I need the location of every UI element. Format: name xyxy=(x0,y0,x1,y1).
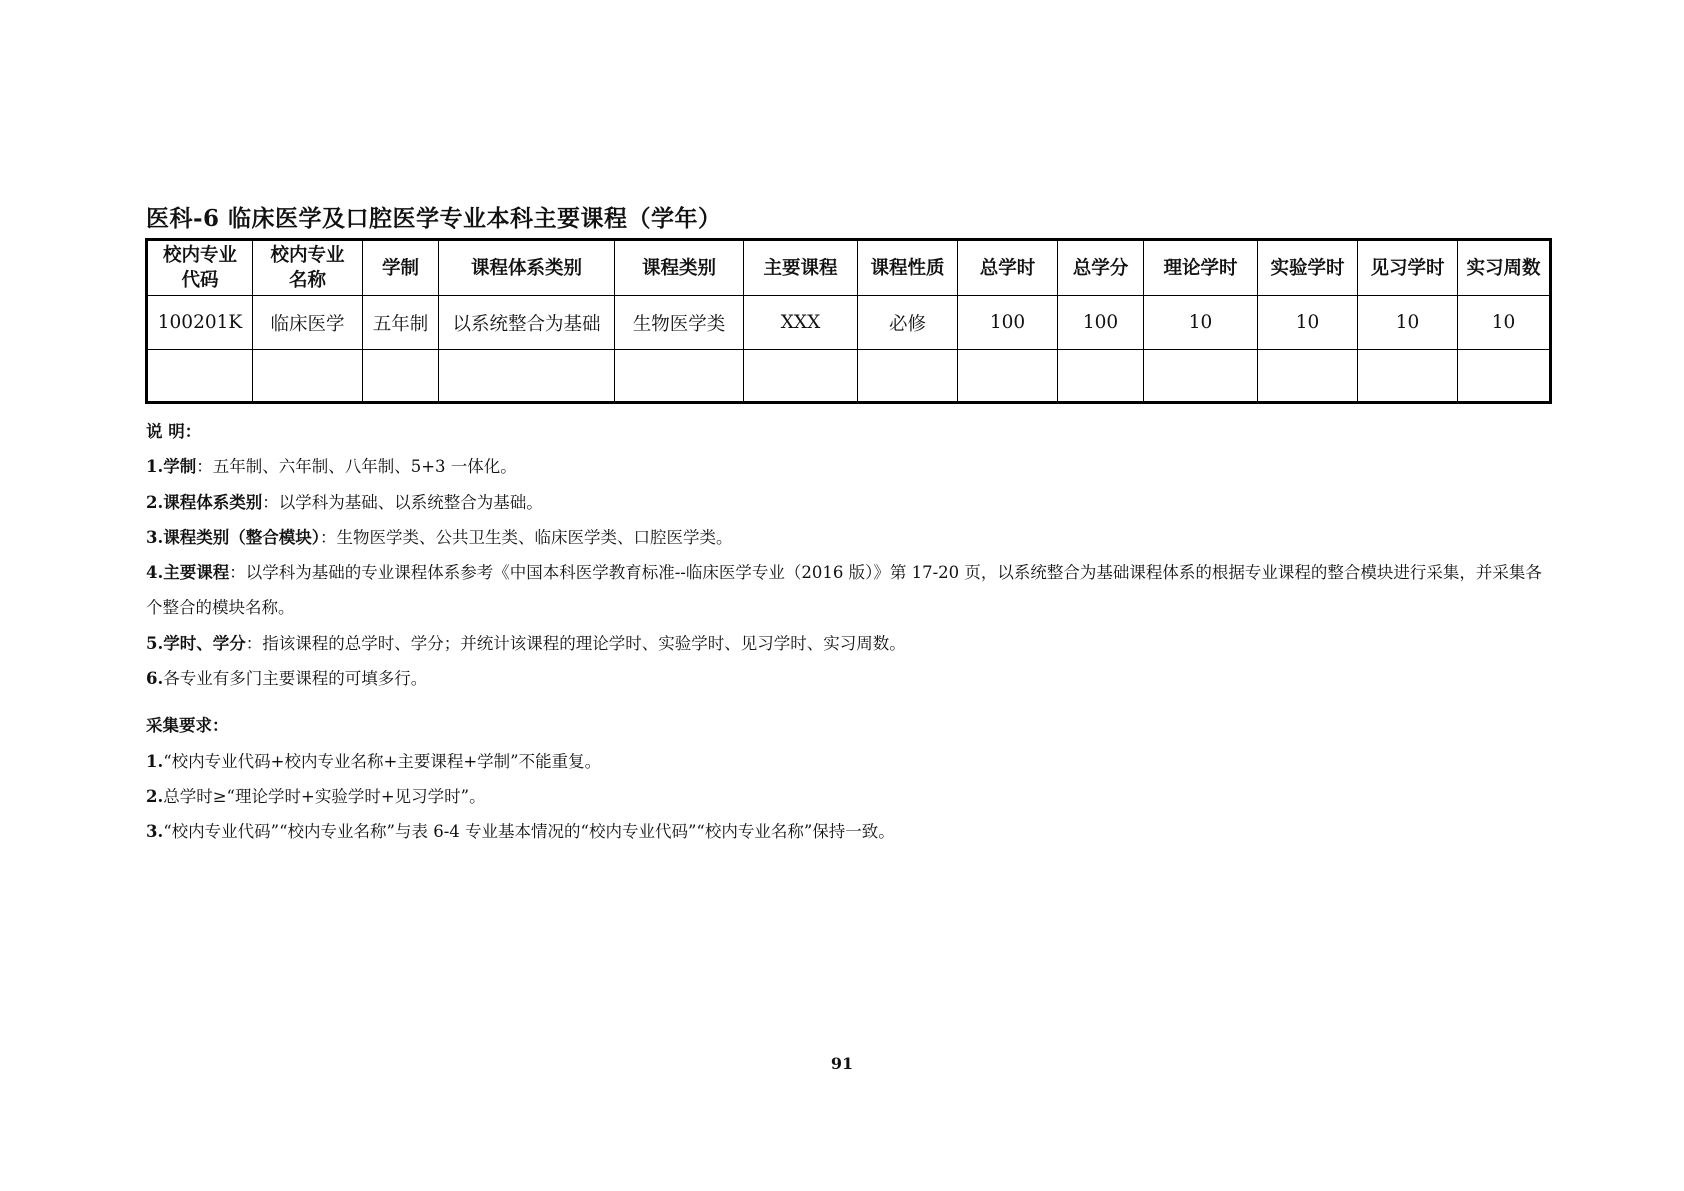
item-label: 1. xyxy=(146,751,164,771)
requirements-heading: 采集要求： xyxy=(146,716,229,736)
table-cell: 100 xyxy=(958,296,1058,350)
table-cell xyxy=(958,350,1058,403)
item-text: 各专业有多门主要课程的可填多行。 xyxy=(163,669,428,689)
item-text: “校内专业代码+校内专业名称+主要课程+学制”不能重复。 xyxy=(163,751,602,771)
column-header xyxy=(958,240,1058,296)
requirement-item xyxy=(146,744,1550,779)
notes-section xyxy=(146,414,1550,850)
table-cell xyxy=(1358,350,1458,403)
item-text: “校内专业代码”“校内专业名称”与表 6-4 专业基本情况的“校内专业代码”“校内专业名称”保持一致。 xyxy=(163,822,895,842)
item-text: ：生物医学类、公共卫生类、临床医学类、口腔医学类。 xyxy=(319,527,733,547)
table-cell xyxy=(1458,350,1551,403)
column-header-text: 课程性质 xyxy=(870,257,945,279)
table-cell xyxy=(858,350,958,403)
column-header xyxy=(253,240,363,296)
item-label: 1.学制 xyxy=(146,457,197,477)
column-header-text: 理论学时 xyxy=(1163,257,1238,279)
table-cell: 10 xyxy=(1458,296,1551,350)
table-cell: XXX xyxy=(744,296,858,350)
item-label: 2. xyxy=(146,786,164,806)
requirement-item xyxy=(146,814,1550,849)
item-text: ：以学科为基础、以系统整合为基础。 xyxy=(262,492,543,512)
column-header xyxy=(1358,240,1458,296)
table-cell xyxy=(147,350,253,403)
table-cell: 必修 xyxy=(858,296,958,350)
column-header-text: 总学分 xyxy=(1072,257,1129,279)
page-number: 91 xyxy=(830,1054,854,1073)
column-header-text: 学制 xyxy=(381,257,419,279)
table-cell xyxy=(744,350,858,403)
column-header-text: 名称 xyxy=(288,270,326,291)
column-header xyxy=(439,240,615,296)
note-item xyxy=(146,449,1550,484)
item-label: 6. xyxy=(146,669,164,689)
column-header-text: 课程类别 xyxy=(641,257,716,279)
item-label: 4.主要课程 xyxy=(146,563,230,583)
note-item xyxy=(146,555,1550,626)
column-header-text: 校内专业 xyxy=(162,245,237,266)
requirements-list xyxy=(146,744,1550,850)
column-header xyxy=(744,240,858,296)
column-header-text: 代码 xyxy=(181,270,219,291)
note-item xyxy=(146,661,1550,696)
item-label: 3.课程类别（整合模块） xyxy=(146,527,320,547)
table-cell: 10 xyxy=(1258,296,1358,350)
column-header xyxy=(363,240,439,296)
table-cell: 五年制 xyxy=(363,296,439,350)
item-label: 5.学时、学分 xyxy=(146,633,246,653)
requirement-item xyxy=(146,779,1550,814)
column-header-text: 课程体系类别 xyxy=(470,257,582,279)
table-cell: 10 xyxy=(1144,296,1258,350)
table-cell: 100201K xyxy=(147,296,253,350)
table-cell xyxy=(1144,350,1258,403)
column-header xyxy=(615,240,744,296)
table-cell: 以系统整合为基础 xyxy=(439,296,615,350)
notes-list xyxy=(146,449,1550,696)
table-cell xyxy=(439,350,615,403)
column-header xyxy=(1058,240,1144,296)
table-row xyxy=(147,350,1551,403)
notes-heading: 说 明： xyxy=(146,422,202,441)
item-label: 3. xyxy=(146,822,164,842)
table-cell: 生物医学类 xyxy=(615,296,744,350)
table-cell xyxy=(1258,350,1358,403)
table-cell xyxy=(615,350,744,403)
column-header-text: 见习学时 xyxy=(1370,257,1445,279)
table-cell: 临床医学 xyxy=(253,296,363,350)
column-header-text: 主要课程 xyxy=(763,257,838,279)
column-header-text: 实验学时 xyxy=(1270,257,1345,279)
column-header xyxy=(1144,240,1258,296)
item-text: ：以学科为基础的专业课程体系参考《中国本科医学教育标准--临床医学专业（2016 版）》第 17-20 页，以系统整合为基础课程体系的根据专业课程的整合模块进行采集，并采集各个整合的模块名称。 xyxy=(146,563,1542,618)
table-row xyxy=(147,296,1551,350)
note-item xyxy=(146,485,1550,520)
table-cell xyxy=(253,350,363,403)
note-item xyxy=(146,520,1550,555)
item-text: ：指该课程的总学时、学分；并统计该课程的理论学时、实验学时、见习学时、实习周数。 xyxy=(245,633,906,653)
column-header-text: 校内专业 xyxy=(270,245,345,266)
column-header xyxy=(858,240,958,296)
column-header-text: 实习周数 xyxy=(1466,257,1541,279)
column-header-text: 总学时 xyxy=(979,257,1036,279)
column-header xyxy=(1258,240,1358,296)
table-cell xyxy=(1058,350,1144,403)
page-title: 医科-6 临床医学及口腔医学专业本科主要课程（学年） xyxy=(146,205,722,232)
table-cell: 10 xyxy=(1358,296,1458,350)
column-header xyxy=(147,240,253,296)
courses-table xyxy=(145,238,1552,404)
note-item xyxy=(146,626,1550,661)
item-text: 总学时≥“理论学时+实验学时+见习学时”。 xyxy=(163,786,486,806)
table-header-row xyxy=(147,240,1551,296)
column-header xyxy=(1458,240,1551,296)
table-cell: 100 xyxy=(1058,296,1144,350)
item-text: ：五年制、六年制、八年制、5+3 一体化。 xyxy=(196,457,517,477)
table-cell xyxy=(363,350,439,403)
item-label: 2.课程体系类别 xyxy=(146,492,263,512)
